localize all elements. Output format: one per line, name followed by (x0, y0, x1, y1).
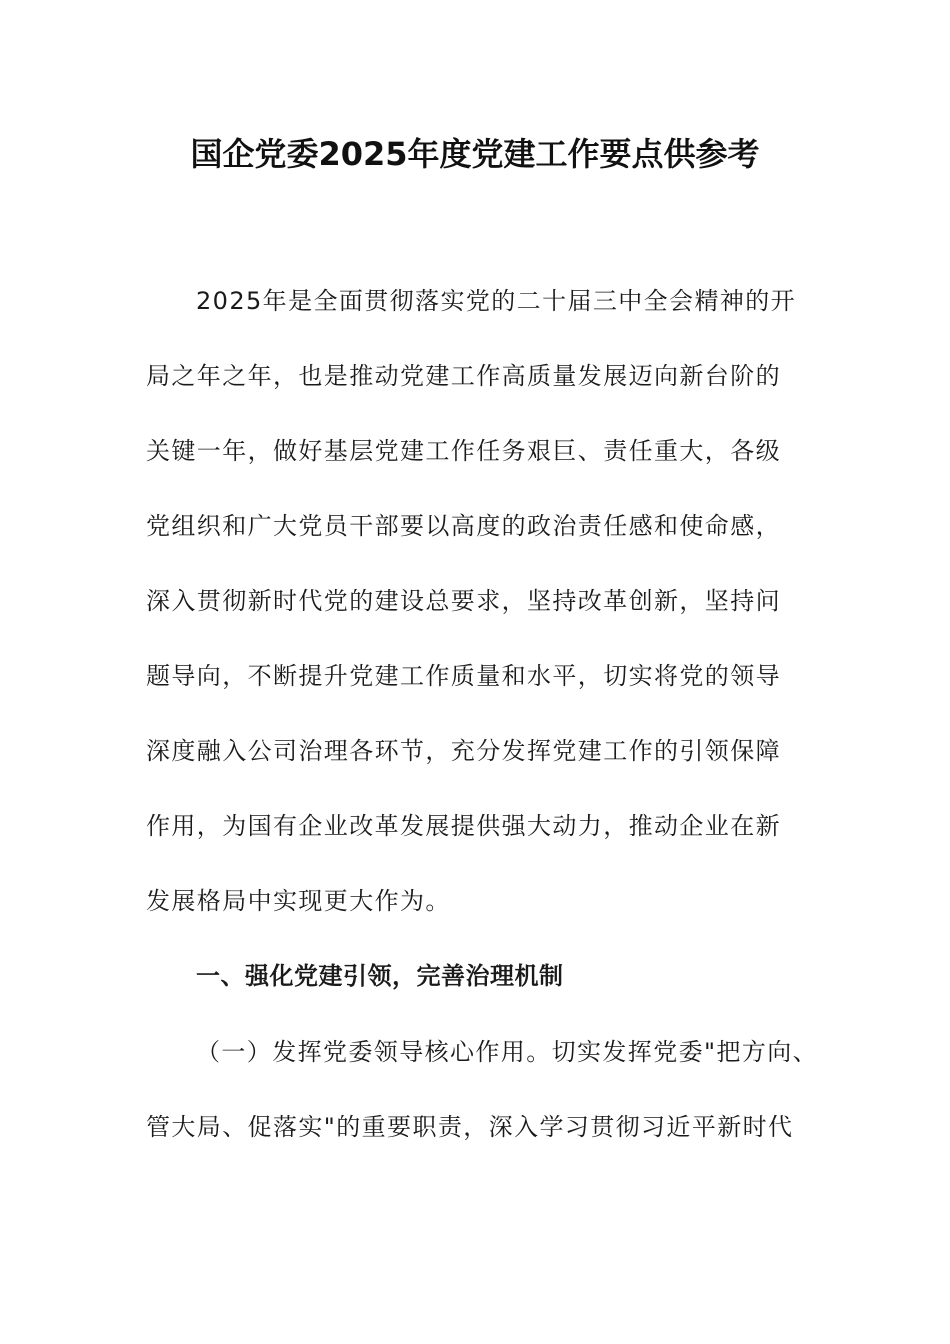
paragraph-line-1: 2025年是全面贯彻落实党的二十届三中全会精神的开 (196, 287, 797, 315)
paragraph-line-7: 深度融入公司治理各环节，充分发挥党建工作的引领保障 (146, 737, 781, 765)
document-title: 国企党委2025年度党建工作要点供参考 (190, 135, 760, 173)
paragraph-line-6: 题导向，不断提升党建工作质量和水平，切实将党的领导 (146, 662, 781, 690)
paragraph-line-2: 局之年之年，也是推动党建工作高质量发展迈向新台阶的 (146, 362, 781, 390)
paragraph-line-9: 发展格局中实现更大作为。 (146, 887, 451, 915)
paragraph-line-11: 管大局、促落实"的重要职责，深入学习贯彻习近平新时代 (146, 1113, 794, 1141)
paragraph-line-4: 党组织和广大党员干部要以高度的政治责任感和使命感， (146, 512, 781, 540)
paragraph-line-8: 作用，为国有企业改革发展提供强大动力，推动企业在新 (146, 812, 781, 840)
paragraph-line-3: 关键一年，做好基层党建工作任务艰巨、责任重大，各级 (146, 437, 781, 465)
paragraph-line-5: 深入贯彻新时代党的建设总要求，坚持改革创新，坚持问 (146, 587, 781, 615)
paragraph-line-10: （一）发挥党委领导核心作用。切实发挥党委"把方向、 (196, 1038, 819, 1066)
section-heading-1: 一、强化党建引领，完善治理机制 (196, 962, 564, 990)
